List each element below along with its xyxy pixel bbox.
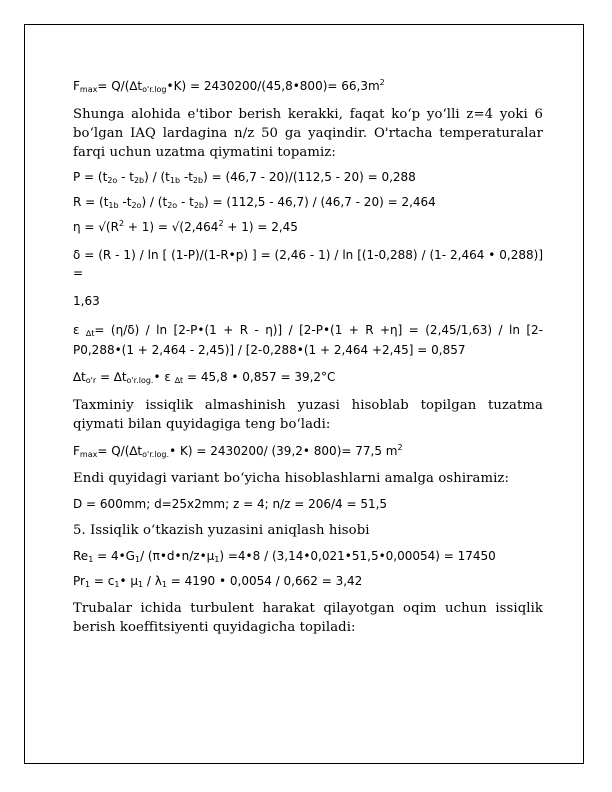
formula-eta: $\eta = √(R^2 + 1) = √(2,464^2 + 1) = 2,45$: [73, 219, 298, 234]
paragraph-area: Taxminiy issiqlik almashinish yuzasi hisoblab topilgan tuzatma qiymati bilan quyidagiga teng bo‘ladi:: [73, 398, 543, 432]
paragraph-note: Shunga alohida e'tibor berish kerakki, faqat ko‘p yo‘lli z=4 yoki 6 bo‘lgan IAQ lardagina n/z 50 ga yaqindir. O'rtacha temperaturalar farqi uchun uzatma qiymatini topamiz:: [73, 107, 543, 160]
formula-epsilon: ε $_{\Delta t}$= (η/δ) / ln [2-P•(1 + R - η)] / [2-P•(1 + R +η] = (2,45/1,63) / ln [2-P0,288•(1 + 2,464 - 2,45)] / [2-0,288•(1 + 2,464 +2,45] = 0,857: [73, 323, 543, 357]
formula-fmax-2: $F_{max}=$ $Q/(\Delta t_{o'r.log.}•$ K) = 2430200/ (39,2• 800)= 77,5 $m^2$: [73, 443, 403, 459]
formula-delta: δ = (R - 1) / ln [ (1-P)/(1-R•p) ] = (2,46 - 1) / ln [(1-0,288) / (1- 2,464 • 0,288)] =: [73, 248, 543, 280]
variant-parameters: D = 600mm; d=25x2mm; z = 4; n/z = 206/4 = 51,5: [73, 497, 388, 511]
formula-delta-result: 1,63: [73, 294, 100, 308]
formula-fmax-1: $F_{max}=$ $Q/(\Delta t_{o'r.log}•K)$ = 2430200/(45,8•800)= $66,3m^2$: [73, 78, 385, 94]
formula-pr: $Pr_1$ = $c_1•$ $\mu_1 / \lambda_1 = 4190$ • 0,0054 / 0,662 = 3,42: [73, 574, 363, 589]
section-heading: 5. Issiqlik o‘tkazish yuzasini aniqlash hisobi: [73, 523, 370, 538]
formula-dt-or: $\Delta t_{o'r}$ = $\Delta t_{o'r.log.}•$ ε $_{\Delta t}$ = 45,8 • 0,857 = 39,2°C: [73, 370, 336, 385]
document-body: [73, 70, 543, 637]
formula-re: $Re_1$ = $4•G_1/$ $(\pi•d•n/z•\mu_1)$ =4•8 / (3,14•0,021•51,5•0,00054) = 17450: [73, 549, 496, 564]
formula-r: $R = (t_{1b}$ $-t_{2o}) / (t_{2o} - t_{2b}) = (112,5 - 46,7) / (46,7 - 20) = 2,464$: [73, 195, 436, 210]
formula-p: $P = (t_{2o} - t_{2b}) / (t_{1b}$ $-t_{2b}) = (46,7 - 20)/(112,5 - 20) = 0,288$: [73, 170, 416, 185]
paragraph-turbulent: Trubalar ichida turbulent harakat qilayotgan oqim uchun issiqlik berish koeffitsiyenti quyidagicha topiladi:: [73, 601, 543, 635]
paragraph-variant: Endi quyidagi variant bo‘yicha hisoblashlarni amalga oshiramiz:: [73, 471, 510, 486]
